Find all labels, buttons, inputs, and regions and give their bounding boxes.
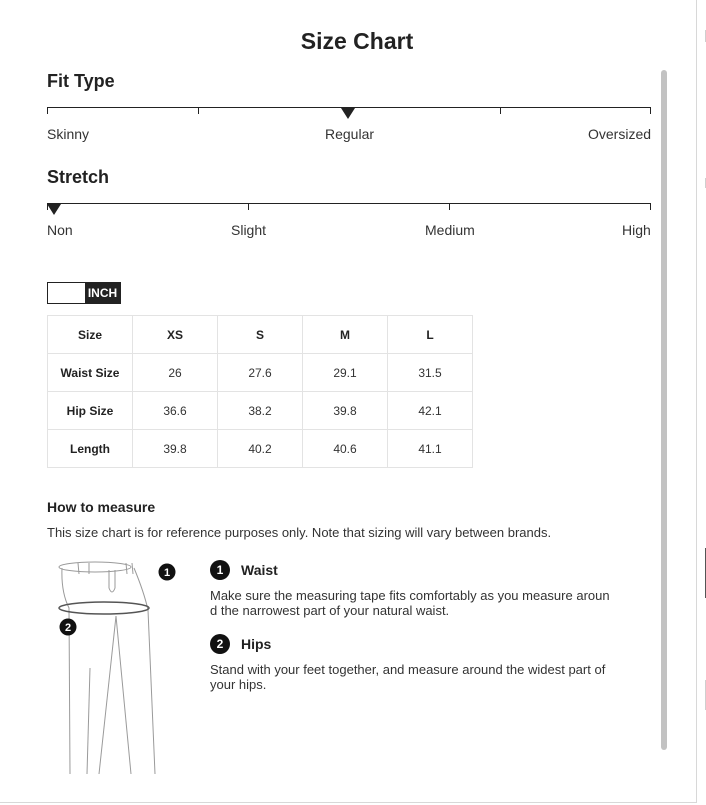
step-title: Waist	[241, 562, 278, 578]
table-cell: 41.1	[388, 430, 473, 468]
hips-marker	[60, 619, 77, 636]
fit-type-label-skinny: Skinny	[47, 126, 90, 142]
fit-type-label-oversized: Oversized	[588, 126, 652, 142]
unit-toggle[interactable]	[47, 282, 121, 304]
page-title: Size Chart	[300, 28, 414, 54]
table-cell: 38.2	[218, 392, 303, 430]
table-row	[48, 392, 473, 430]
unit-toggle-off-side[interactable]	[48, 283, 85, 303]
table-header-row	[48, 316, 473, 354]
fit-type-scale	[47, 107, 651, 117]
table-cell: 31.5	[388, 354, 473, 392]
fit-type-heading: Fit Type	[47, 71, 115, 91]
background-page-edge	[696, 0, 706, 805]
table-header-cell: M	[303, 316, 388, 354]
table-cell: 29.1	[303, 354, 388, 392]
table-header-cell: Size	[48, 316, 133, 354]
row-label: Waist Size	[48, 354, 133, 392]
size-table	[47, 315, 473, 468]
stretch-label-slight: Slight	[231, 222, 267, 238]
table-cell: 39.8	[303, 392, 388, 430]
table-header-cell: S	[218, 316, 303, 354]
table-cell: 36.6	[133, 392, 218, 430]
table-cell: 26	[133, 354, 218, 392]
fit-type-marker	[341, 108, 355, 119]
stretch-label-medium: Medium	[425, 222, 475, 238]
scrollbar-thumb[interactable]	[661, 70, 667, 750]
stretch-marker	[47, 204, 61, 215]
stretch-label-non: Non	[47, 222, 73, 238]
row-label: Hip Size	[48, 392, 133, 430]
step-description: Stand with your feet together, and measure around the widest part of your hips.	[210, 662, 606, 692]
stretch-scale	[47, 203, 651, 213]
waist-marker-label: 1	[163, 567, 171, 579]
table-cell: 40.2	[218, 430, 303, 468]
table-cell: 42.1	[388, 392, 473, 430]
step-number-badge: 1	[210, 560, 230, 580]
step-title: Hips	[241, 636, 272, 652]
how-to-measure-note: This size chart is for reference purposes only. Note that sizing will vary between brands.	[47, 525, 552, 540]
pants-diagram	[55, 556, 180, 774]
step-number-badge: 2	[210, 634, 230, 654]
waist-marker	[159, 564, 176, 581]
table-row	[48, 430, 473, 468]
hips-marker-label: 2	[64, 622, 72, 634]
unit-inch-option[interactable]: INCH	[85, 283, 120, 303]
row-label: Length	[48, 430, 133, 468]
table-cell: 27.6	[218, 354, 303, 392]
fit-type-label-regular: Regular	[325, 126, 375, 142]
table-row	[48, 354, 473, 392]
stretch-label-high: High	[622, 222, 651, 238]
table-header-cell: L	[388, 316, 473, 354]
table-cell: 39.8	[133, 430, 218, 468]
step-description: Make sure the measuring tape fits comfortably as you measure around the narrowest part of your natural waist.	[210, 588, 610, 618]
how-to-measure-heading: How to measure	[47, 499, 156, 515]
table-header-cell: XS	[133, 316, 218, 354]
stretch-heading: Stretch	[47, 167, 110, 187]
table-cell: 40.6	[303, 430, 388, 468]
